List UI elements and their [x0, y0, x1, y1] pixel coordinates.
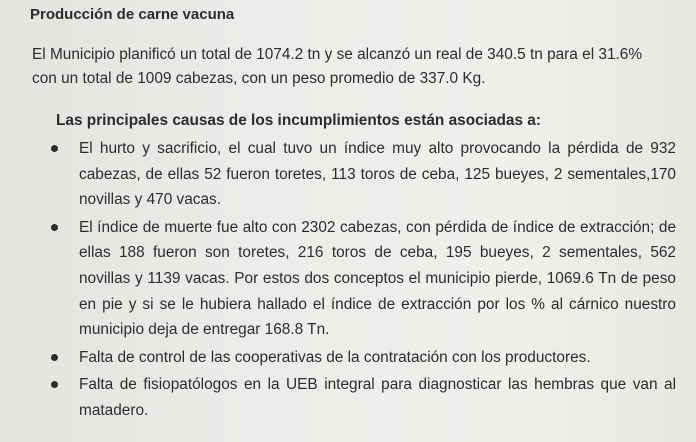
- intro-line: El Municipio planificó un total de 1074.2 tn y se alcanzó un real de 340.5 tn para el 31.6%: [32, 46, 643, 63]
- intro-line: con un total de 1009 cabezas, con un peso promedio de 337.0 Kg.: [32, 70, 486, 87]
- list-item-text: El índice de muerte fue alto con 2302 cabezas, con pérdida de índice de extracción; de ellas 188 fueron son toretes, 216 toros de ceba, 195 bueyes, 2 sementales, 562 novillas y 1139 vacas. Por estos dos conceptos el municipio pierde, 1069.6 Tn de peso en pie y si se le hubiera hallado el índice de extracción por los % al cárnico nuestro municipio deja de entregar 168.8 Tn.: [79, 218, 676, 339]
- list-item-text: El hurto y sacrificio, el cual tuvo un índice muy alto provocando la pérdida de 932 cabezas, de ellas 52 fueron toretes, 113 toros de ceba, 125 bueyes, 2 sementales,170 novillas y 470 vacas.: [79, 140, 676, 209]
- causes-list: [48, 136, 676, 426]
- bullet-icon: [51, 145, 58, 152]
- intro-paragraph: [32, 43, 672, 91]
- list-item-text: Falta de fisiopatólogos en la UEB integral para diagnosticar las hembras que van al matadero.: [79, 376, 676, 419]
- bullet-icon: [51, 224, 58, 231]
- bullet-icon: [51, 381, 58, 388]
- list-item-text: Falta de control de las cooperativas de la contratación con los productores.: [79, 348, 591, 366]
- list-item: [48, 136, 676, 213]
- list-item: [48, 372, 676, 423]
- causes-heading: Las principales causas de los incumplimientos están asociadas a:: [56, 112, 541, 129]
- list-item: [48, 215, 676, 343]
- section-title: Producción de carne vacuna: [30, 6, 235, 23]
- bullet-icon: [51, 354, 58, 361]
- list-item: [48, 345, 676, 371]
